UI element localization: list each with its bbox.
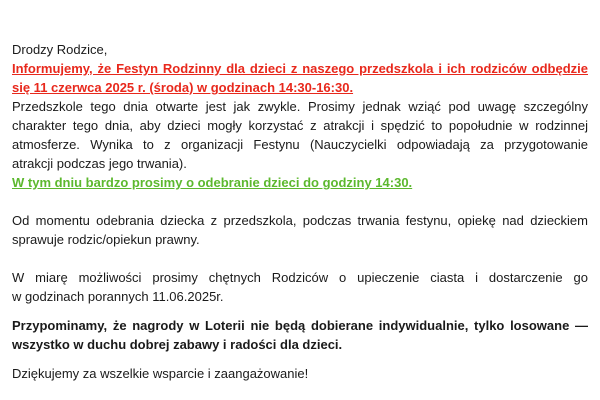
info-line-1: Przedszkole tego dnia otwarte jest jak zwykle. Prosimy jednak wziąć pod uwagę szczególny xyxy=(12,99,588,114)
responsibility-line-1: Od momentu odebrania dziecka z przedszkola, podczas trwania festynu, opiekę nad dzieckiem xyxy=(12,213,588,228)
info-line-2: charakter tego dnia, aby dzieci mogły korzystać z atrakcji i spędzić to popołudnie w rodzinnej xyxy=(12,118,588,133)
festival-announcement xyxy=(12,59,588,97)
greeting-text: Drodzy Rodzice, xyxy=(12,42,108,57)
cake-request xyxy=(12,268,588,306)
lottery-reminder xyxy=(12,316,588,354)
thanks-text: Dziękujemy za wszelkie wsparcie i zaangażowanie! xyxy=(12,366,309,381)
announcement-line-1: Informujemy, że Festyn Rodzinny dla dzieci z naszego przedszkola i ich rodziców odbędzie xyxy=(12,61,588,76)
spacer xyxy=(12,354,588,364)
info-line-4: atrakcji podczas jego trwania). xyxy=(12,156,187,171)
cake-line-1: W miarę możliwości prosimy chętnych Rodziców o upieczenie ciasta i dostarczenie go xyxy=(12,270,588,285)
spacer xyxy=(12,192,588,211)
greeting xyxy=(12,40,588,59)
cake-line-2: w godzinach porannych 11.06.2025r. xyxy=(12,289,224,304)
lottery-line-1: Przypominamy, że nagrody w Loterii nie będą dobierane indywidualnie, tylko losowane — xyxy=(12,318,588,333)
info-line-3: atmosferze. Wynika to z organizacji Festynu (Nauczycielki odpowiadają za przygotowanie xyxy=(12,137,588,152)
pickup-notice-text: W tym dniu bardzo prosimy o odebranie dzieci do godziny 14:30. xyxy=(12,175,413,190)
letter xyxy=(12,40,588,383)
announcement-line-2: się 11 czerwca 2025 r. (środa) w godzinach 14:30-16:30. xyxy=(12,80,354,95)
responsibility-line-2: sprawuje rodzic/opiekun prawny. xyxy=(12,232,200,247)
pickup-notice xyxy=(12,173,588,192)
lottery-line-2: wszystko w duchu dobrej zabawy i radości dla dzieci. xyxy=(12,337,343,352)
opening-info xyxy=(12,97,588,173)
spacer xyxy=(12,306,588,316)
thanks xyxy=(12,364,588,383)
responsibility-paragraph xyxy=(12,211,588,249)
spacer xyxy=(12,249,588,268)
